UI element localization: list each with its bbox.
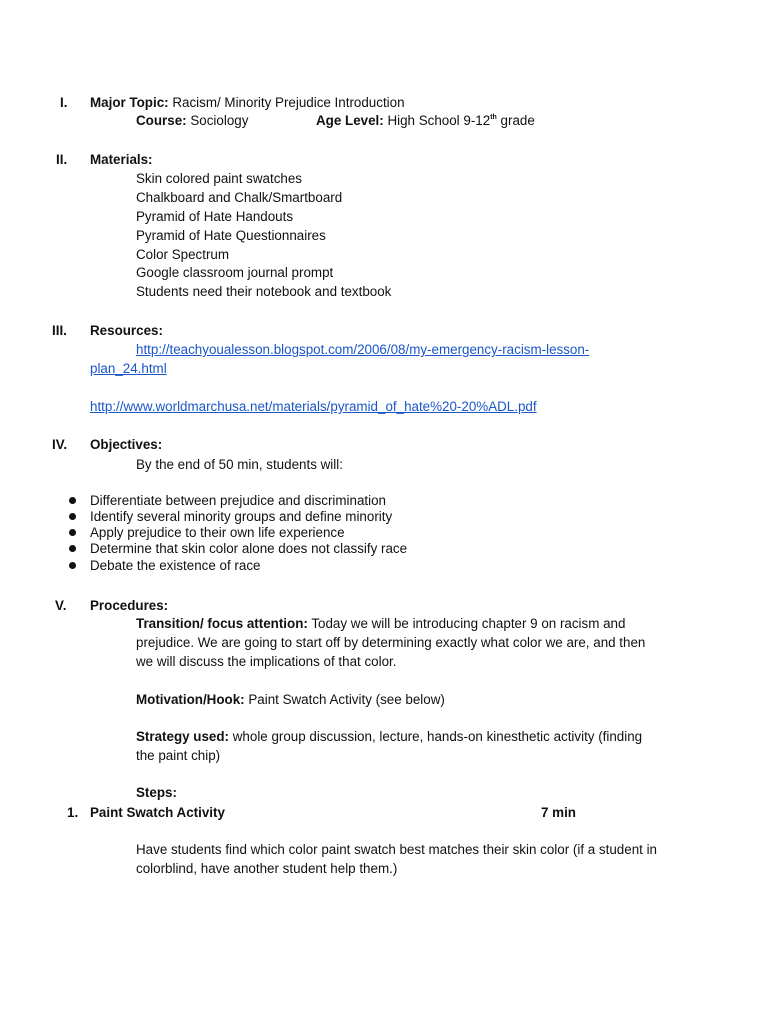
step-duration: 7 min (541, 805, 576, 820)
objectives-intro: By the end of 50 min, students will: (136, 457, 343, 472)
materials-item: Color Spectrum (136, 247, 230, 262)
motivation-value: Paint Swatch Activity (see below) (248, 692, 445, 707)
objective-bullet: Identify several minority groups and define minority (90, 509, 393, 524)
objective-bullet: Determine that skin color alone does not classify race (90, 541, 408, 556)
objective-bullet: Apply prejudice to their own life experience (90, 525, 345, 540)
materials-item: Pyramid of Hate Handouts (136, 209, 294, 224)
resource-link-2[interactable]: http://www.worldmarchusa.net/materials/pyramid_of_hate%20-20%ADL.pdf (90, 399, 537, 414)
strategy-text-line-2: the paint chip) (136, 748, 221, 763)
materials-item: Pyramid of Hate Questionnaires (136, 228, 326, 243)
steps-label: Steps: (136, 785, 177, 800)
procedures-heading: Procedures: (90, 598, 169, 613)
strategy-label: Strategy used: (136, 729, 230, 744)
transition-line (136, 614, 625, 633)
section-numeral-iii: III. (52, 323, 67, 338)
resource-link-1[interactable]: http://teachyoualesson.blogspot.com/2006/08/my-emergency-racism-lesson- (136, 342, 590, 357)
materials-item: Chalkboard and Chalk/Smartboard (136, 190, 343, 205)
section-numeral-ii: II. (56, 152, 68, 167)
step-description-line-2: colorblind, have another student help them.) (136, 861, 398, 876)
materials-item: Students need their notebook and textbook (136, 284, 392, 299)
major-topic-line (90, 93, 405, 112)
transition-text-line-2: prejudice. We are going to start off by determining exactly what color we are, and then (136, 635, 646, 650)
section-numeral-i: I. (60, 95, 68, 110)
transition-text: Today we will be introducing chapter 9 on racism and (311, 616, 626, 631)
major-topic-label: Major Topic: (90, 95, 169, 110)
materials-heading: Materials: (90, 152, 153, 167)
course-value: Sociology (190, 113, 249, 128)
step-number: 1. (67, 805, 79, 820)
bullet-dot-icon (69, 562, 76, 569)
bullet-dot-icon (69, 497, 76, 504)
motivation-line (136, 690, 445, 709)
transition-label: Transition/ focus attention: (136, 616, 308, 631)
objective-bullet: Differentiate between prejudice and discrimination (90, 493, 387, 508)
transition-text-line-3: we will discuss the implications of that color. (136, 654, 397, 669)
age-level-superscript: th (490, 114, 497, 121)
major-topic-value: Racism/ Minority Prejudice Introduction (172, 95, 405, 110)
materials-item: Skin colored paint swatches (136, 171, 302, 186)
motivation-label: Motivation/Hook: (136, 692, 245, 707)
step-description-line-1: Have students find which color paint swatch best matches their skin color (if a student in (136, 842, 657, 857)
age-level-suffix: grade (500, 113, 535, 128)
materials-item: Google classroom journal prompt (136, 265, 334, 280)
age-level-label: Age Level: (316, 113, 384, 128)
bullet-dot-icon (69, 513, 76, 520)
resources-heading: Resources: (90, 323, 163, 338)
step-title: Paint Swatch Activity (90, 805, 225, 820)
course-label: Course: (136, 113, 187, 128)
bullet-dot-icon (69, 545, 76, 552)
bullet-dot-icon (69, 529, 76, 536)
strategy-text: whole group discussion, lecture, hands-on kinesthetic activity (finding (232, 729, 643, 744)
objectives-heading: Objectives: (90, 437, 163, 452)
course-line (136, 111, 248, 130)
strategy-line (136, 727, 642, 746)
section-numeral-v: V. (55, 598, 67, 613)
objective-bullet: Debate the existence of race (90, 558, 261, 573)
resource-link-1-continued[interactable]: plan_24.html (90, 361, 167, 376)
section-numeral-iv: IV. (52, 437, 68, 452)
age-level-line (316, 111, 535, 130)
age-level-value: High School 9-12 (387, 113, 491, 128)
